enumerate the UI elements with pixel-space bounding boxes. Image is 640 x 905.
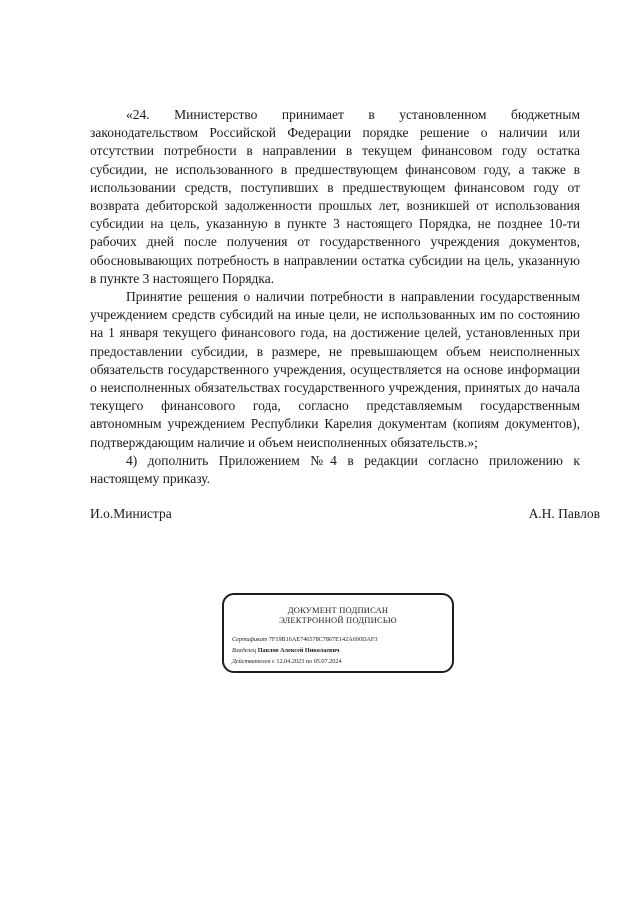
- stamp-owner-row: [232, 647, 340, 655]
- stamp-owner-value: Павлов Алексей Николаевич: [257, 647, 340, 654]
- stamp-title-line-1: ДОКУМЕНТ ПОДПИСАН: [287, 605, 389, 615]
- paragraph-amendment-4: 4) дополнить Приложением №4 в редакции согласно приложению к настоящему приказу.: [90, 452, 580, 487]
- signatory-name: А.Н. Павлов: [528, 506, 600, 521]
- stamp-title-line-2: ЭЛЕКТРОННОЙ ПОДПИСЬЮ: [279, 615, 397, 625]
- stamp-valid-from: 12.04.2023: [276, 658, 305, 665]
- stamp-owner-label: Владелец: [232, 647, 257, 654]
- signatory-position: И.о.Министра: [90, 506, 172, 521]
- document-body: [90, 106, 580, 488]
- paragraph-decision: Принятие решения о наличии потребности в направлении государственным учреждением средств субсидий на иные цели, не использованных им по состоянию на 1 января текущего финансового года, на достижение целей, установленных при предоставлении субсидии, в размере, не превышающем объем неисполненных обязательств государственного учреждения, осуществляется на основе информации о неисполненных обязательствах государственного учреждения, принятых до начала текущего финансового года, согласно представляемым государственным автономным учреждением Республики Карелия документам (копиям документов), подтверждающим наличие и объем неисполненных обязательств.»;: [90, 289, 580, 450]
- stamp-certificate-label: Сертификат: [232, 636, 268, 643]
- stamp-certificate-value: 7F19B16AE746578C7867E142A690DAF3: [268, 636, 378, 643]
- stamp-validity-row: [232, 658, 342, 666]
- stamp-valid-label: Действителен: [232, 658, 271, 665]
- stamp-valid-from-prefix: с: [272, 658, 275, 665]
- electronic-signature-stamp: [222, 593, 454, 673]
- paragraph-item-24: «24. Министерство принимает в установленном бюджетным законодательством Российской Федерации порядке решение о наличии или отсутствии потребности в направлении в текущем финансовом году остатка субсидии, не использованного в предшествующем финансовом году, а также в использовании средств, поступивших в предшествующем финансовом году от возврата дебиторской задолженности прошлых лет, возникшей от использования субсидии на цель, указанную в пункте 3 настоящего Порядка, не позднее 10-ти рабочих дней после получения от государственного учреждения документов, обосновывающих потребность в направлении остатка субсидии на цель, указанную в пункте 3 настоящего Порядка.: [90, 107, 580, 286]
- stamp-valid-to: 05.07.2024: [313, 658, 342, 665]
- stamp-valid-to-prefix: по: [305, 658, 313, 665]
- signature-block: [90, 506, 600, 526]
- stamp-certificate-row: [232, 636, 377, 644]
